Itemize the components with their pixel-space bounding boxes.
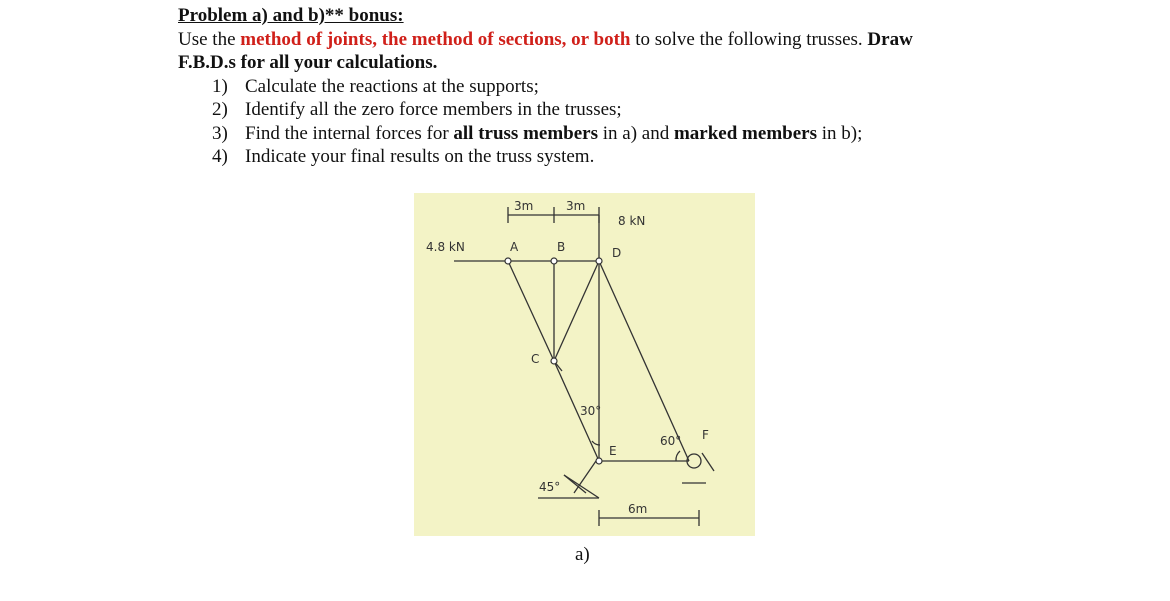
load-left-label: 4.8 kN [426,240,465,254]
truss-figure [414,193,755,536]
instruction-draw: Draw [867,28,913,50]
dim-bottom-label: 6m [628,502,648,516]
task-item: 4) Indicate your final results on the truss system. [212,146,595,167]
member-df [599,261,689,461]
member-dc [554,261,599,361]
task-item: 2) Identify all the zero force members in the trusses; [212,99,622,120]
dim-top-right: 3m [566,199,586,213]
joint-e [596,458,602,464]
task-list [178,75,1138,169]
problem-text [178,4,1138,169]
joint-d [596,258,602,264]
task-item: 3) Find the internal forces for all truss members in a) and marked members in b); [212,122,863,144]
joint-a [505,258,511,264]
figure-caption: a) [575,544,590,565]
angle-45-label: 45° [539,480,561,494]
instruction-line-2: F.B.D.s for all your calculations. [178,52,438,73]
joint-c [551,358,557,364]
angle-30-label: 30° [580,404,602,418]
load-top-label: 8 kN [618,214,646,228]
instruction-mid: to solve the following trusses. [630,28,868,50]
node-e-label: E [609,444,617,458]
instruction-prefix: Use the [178,28,241,50]
truss-diagram [414,193,755,536]
instruction-line-1 [178,28,1138,52]
node-c-label: C [531,352,540,366]
member-ac [508,261,554,361]
method-highlight: method of joints, the method of sections, or both [240,28,631,50]
task-item: 1) Calculate the reactions at the supports; [212,75,539,97]
angle-60-label: 60° [660,434,682,448]
node-a-label: A [510,240,519,254]
joint-b [551,258,557,264]
node-d-label: D [612,246,622,260]
node-b-label: B [557,240,566,254]
dim-top-left: 3m [514,199,534,213]
problem-title: Problem a) and b)** bonus: [178,5,404,26]
node-f-label: F [702,428,709,442]
support-f-roller [687,454,701,468]
